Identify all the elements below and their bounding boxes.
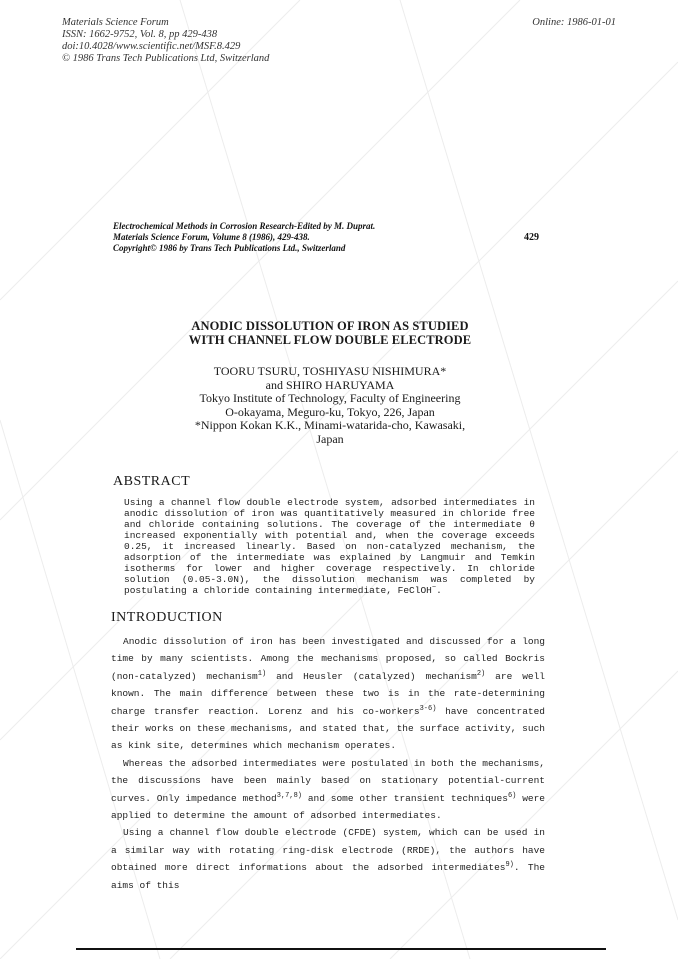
author-line-1: TOORU TSURU, TOSHIYASU NISHIMURA* — [213, 364, 447, 378]
citation-ref: 6) — [507, 791, 517, 800]
author-line-2: and SHIRO HARUYAMA — [265, 377, 395, 392]
text-run: were applied to determine the amount of adsorbed intermediates. — [111, 792, 546, 822]
affiliation-line-4: Japan — [316, 431, 344, 446]
affiliation-line-3: *Nippon Kokan K.K., Minami-watarida-cho, Kawasaki, — [194, 418, 466, 432]
abstract-superscript: − — [431, 584, 437, 592]
text-run: and Heusler (catalyzed) mechanism — [266, 670, 477, 682]
affiliation-line-1: Tokyo Institute of Technology, Faculty of Engineering — [199, 391, 461, 405]
title-block — [130, 319, 530, 446]
introduction-heading: INTRODUCTION — [111, 610, 223, 625]
text-run: Whereas the adsorbed intermediates were postulated in both the mechanisms, the discussions have been mainly based on stationary potential-current curves. Only impedance method — [111, 757, 545, 804]
source-line-3: Copyright© 1986 by Trans Tech Publications Ltd., Switzerland — [113, 243, 346, 253]
abstract-body — [124, 497, 535, 596]
citation-ref: 9) — [505, 861, 514, 870]
text-run: have concentrated their works on these mechanisms, and stated that, the surface activity, such as kink site, determines which mechanism operates. — [111, 705, 545, 752]
issn-line: ISSN: 1662-9752, Vol. 8, pp 429-438 — [62, 29, 218, 40]
copyright-line: © 1986 Trans Tech Publications Ltd, Switzerland — [62, 53, 270, 64]
source-line-2: Materials Science Forum, Volume 8 (1986), 429-438. — [113, 232, 310, 242]
text-run: are well known. The main difference between these two is in the rate-determining charge transfer reaction. Lorenz and his co-workers — [111, 670, 546, 717]
source-line-1: Electrochemical Methods in Corrosion Research-Edited by M. Duprat. — [113, 221, 376, 231]
paragraph — [111, 755, 545, 825]
abstract-heading: ABSTRACT — [113, 474, 191, 489]
text-run: . The aims of this — [111, 862, 545, 891]
title-line-1: ANODIC DISSOLUTION OF IRON AS STUDIED — [191, 319, 469, 333]
journal-name: Materials Science Forum — [62, 17, 169, 28]
paper-title — [130, 319, 530, 347]
online-date: Online: 1986-01-01 — [532, 17, 616, 28]
introduction-body — [111, 633, 545, 894]
paragraph — [111, 633, 545, 755]
citation-ref: 1) — [257, 669, 267, 678]
affiliation-line-2: O-okayama, Meguro-ku, Tokyo, 226, Japan — [225, 404, 435, 419]
footer-rule — [76, 948, 606, 950]
paragraph — [111, 824, 545, 894]
text-run: and some other transient techniques — [301, 792, 508, 804]
citation-ref: 3,7,8) — [276, 791, 302, 800]
abstract-end: . — [436, 585, 442, 596]
text-run: Using a channel flow double electrode (CFDE) system, which can be used in a similar way with rotating ring-disk electrode (RRDE), the authors have obtained more direct informations about the adsorbed intermediates — [111, 827, 545, 874]
abstract-text: Using a channel flow double electrode system, adsorbed intermediates in anodic dissolution of iron was quantitatively measured in chloride free and chloride containing solutions. The coverage of the intermediate θ increased exponentially with potential and, when the coverage exceeds 0.25, it increased linearly. Based on non-catalyzed mechanism, the adsorption of the intermediate was explained by Langmuir and Temkin isotherms for lower and higher coverage respectively. In chloride solution (0.05-3.0N), the dissolution mechanism was completed by postulating a chloride containing intermediate, FeClOH — [124, 497, 535, 596]
doi-link[interactable]: doi:10.4028/www.scientific.net/MSF.8.429 — [62, 41, 241, 52]
text-run: Anodic dissolution of iron has been investigated and discussed for a long time by many scientists. Among the mechanisms proposed, so called Bockris (non-catalyzed) mechanism — [111, 636, 545, 682]
online-header — [62, 17, 269, 65]
source-info — [113, 221, 375, 254]
page-number: 429 — [524, 232, 539, 243]
author-affiliations — [130, 365, 530, 446]
citation-ref: 3-6) — [419, 704, 437, 713]
title-line-2: WITH CHANNEL FLOW DOUBLE ELECTRODE — [188, 333, 472, 347]
citation-ref: 2) — [476, 669, 486, 678]
